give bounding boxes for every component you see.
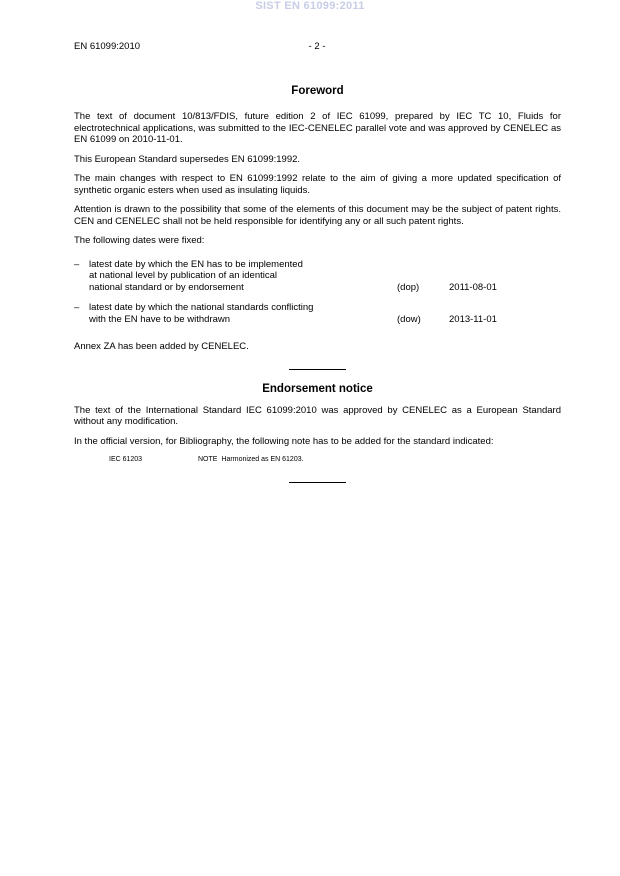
- date-item-line: national standard or by endorsement: [89, 281, 244, 293]
- date-item-text: [89, 259, 397, 294]
- date-item-date: 2011-08-01: [449, 281, 497, 293]
- list-dash: –: [74, 258, 80, 270]
- watermark: SIST EN 61099:2011: [255, 0, 365, 12]
- date-item-line: with the EN have to be withdrawn: [89, 313, 230, 325]
- endorsement-paragraph: In the official version, for Bibliography, the following note has to be added for the standard indicated:: [74, 435, 494, 447]
- date-item-date: 2013-11-01: [449, 313, 497, 325]
- foreword-heading: Foreword: [291, 85, 344, 97]
- bibliography-note: [109, 455, 561, 464]
- header-page-number: - 2 -: [308, 41, 326, 52]
- date-item-line: latest date by which the national standards conflicting: [89, 302, 314, 313]
- date-item-text: [89, 302, 397, 325]
- section-divider: [289, 369, 346, 370]
- document-body: [74, 84, 561, 495]
- foreword-paragraph: The main changes with respect to EN 61099:1992 relate to the aim of giving a more updated specification of synthetic organic esters when used as insulating liquids.: [74, 173, 561, 196]
- foreword-paragraph: The following dates were fixed:: [74, 235, 205, 246]
- note-label: NOTE: [198, 456, 218, 463]
- date-item-dow: [74, 302, 561, 325]
- foreword-paragraph: Attention is drawn to the possibility that some of the elements of this document may be the subject of patent rights. CEN and CENELEC shall not be held responsible for identifying any or all such patent rights.: [74, 204, 561, 227]
- date-item-abbr: (dow): [397, 313, 421, 325]
- annex-note: Annex ZA has been added by CENELEC.: [74, 341, 249, 352]
- foreword-paragraph: The text of document 10/813/FDIS, future edition 2 of IEC 61099, prepared by IEC TC 10, Fluids for electrotechnical applications, was submitted to the IEC-CENELEC parallel vote and was approved by CENELEC as EN 61099 on 2010-11-01.: [74, 111, 561, 145]
- foreword-paragraph: This European Standard supersedes EN 61099:1992.: [74, 153, 301, 165]
- section-divider: [289, 482, 346, 483]
- note-text: Harmonized as EN 61203.: [221, 456, 304, 463]
- date-item-line: at national level by publication of an identical: [89, 270, 278, 281]
- endorsement-paragraph: The text of the International Standard IEC 61099:2010 was approved by CENELEC as a European Standard without any modification.: [74, 404, 561, 427]
- note-standard-ref: IEC 61203: [109, 456, 143, 463]
- date-item-dop: [74, 259, 561, 294]
- endorsement-heading: Endorsement notice: [262, 382, 373, 395]
- date-item-line: latest date by which the EN has to be implemented: [89, 258, 303, 270]
- date-item-abbr: (dop): [397, 281, 420, 293]
- list-dash: –: [74, 302, 80, 313]
- header-doc-id: EN 61099:2010: [74, 41, 141, 52]
